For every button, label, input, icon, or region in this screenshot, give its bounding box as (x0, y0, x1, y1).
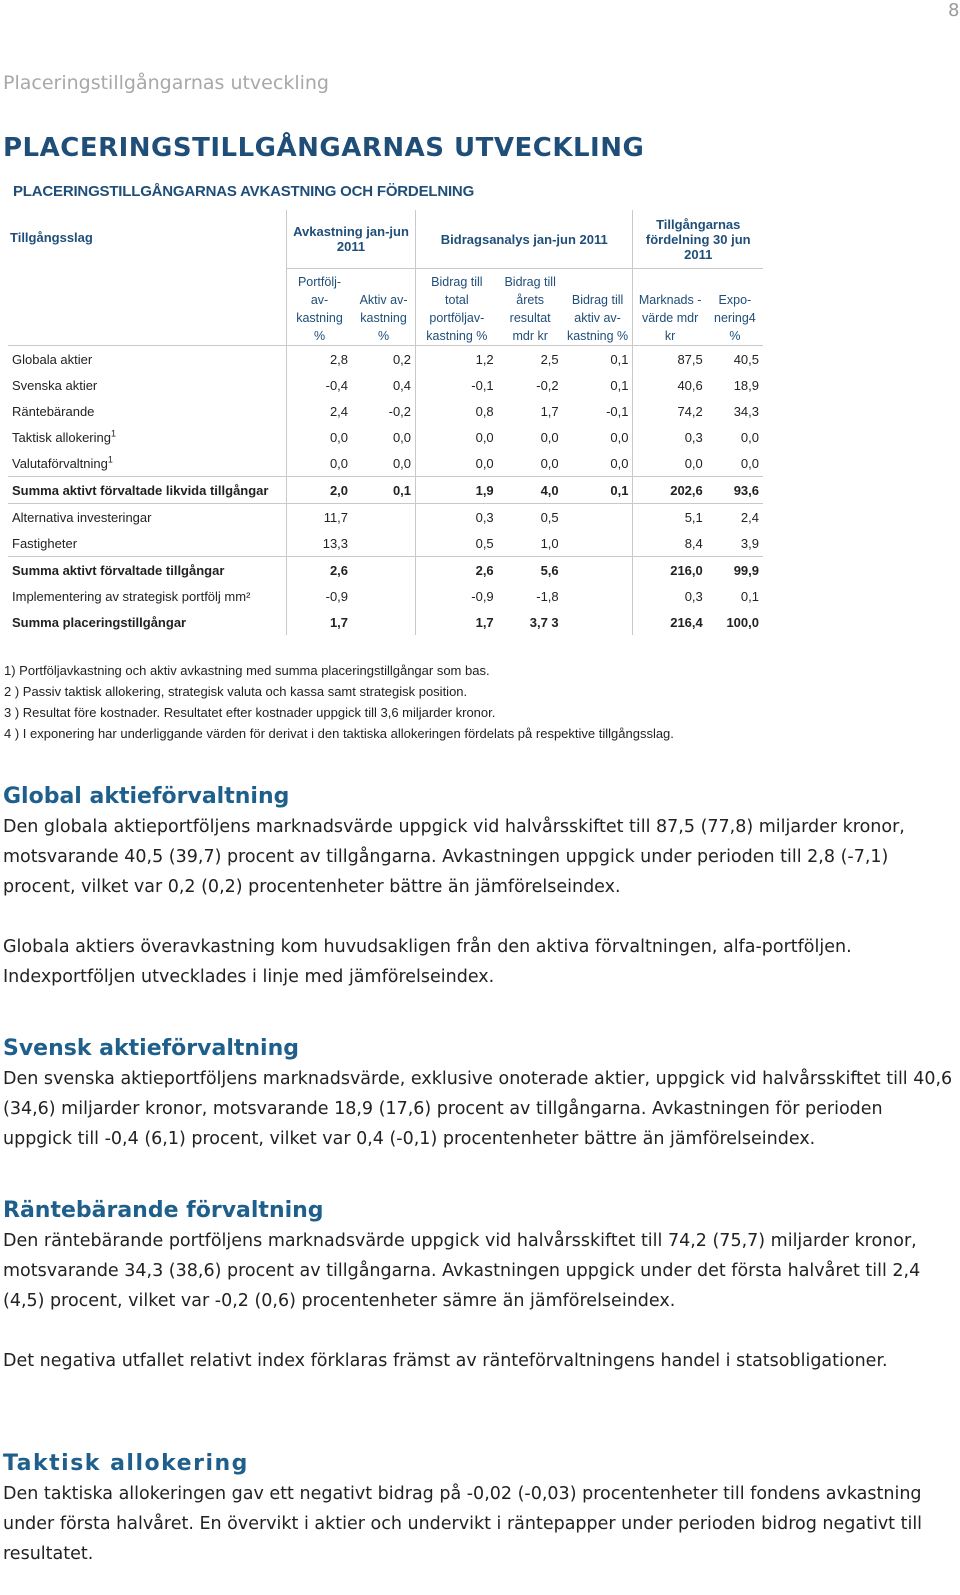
table-cell: 5,6 (498, 557, 563, 584)
row-label-text: Taktisk allokering (12, 429, 111, 445)
row-label (8, 504, 287, 531)
table-cell: 11,7 (287, 504, 353, 531)
table-cell: 202,6 (633, 477, 707, 504)
row-label-text: Alternativa investeringar (12, 509, 152, 525)
table-row (8, 583, 763, 609)
section-title: Svensk aktieförvaltning (3, 1036, 300, 1061)
table-cell: 93,6 (707, 477, 763, 504)
table-title: PLACERINGSTILLGÅNGARNAS AVKASTNING OCH FÖRDELNING (13, 183, 475, 200)
row-label (8, 450, 287, 477)
table-cell: 2,6 (416, 557, 498, 584)
table-cell: 13,3 (287, 530, 353, 557)
table-cell: 1,2 (416, 346, 498, 373)
section-fixed-income (3, 1196, 953, 1376)
table-cell: 0,1 (352, 477, 416, 504)
table-cell: 0,1 (610, 377, 629, 393)
table-cell: -0,4 (287, 372, 353, 398)
table-cell: -0,9 (287, 583, 353, 609)
table-cell: 3,9 (740, 535, 759, 551)
col-header: Bidrag till total portföljav- kastning % (416, 269, 498, 346)
row-label (8, 557, 287, 584)
row-label (8, 424, 287, 450)
row-label (8, 530, 287, 557)
paragraph: Globala aktiers överavkastning kom huvudsakligen från den aktiva förvaltningen, alfa-portföljen. Indexportföljen utvecklades i linje med jämförelseindex. (3, 937, 852, 987)
row-label-text: Summa aktivt förvaltade likvida tillgångar (12, 482, 269, 498)
table-cell: 0,0 (392, 429, 412, 445)
section-title: Taktisk allokering (3, 1451, 249, 1476)
running-head: Placeringstillgångarnas utveckling (3, 72, 329, 94)
row-label (8, 477, 287, 504)
table-row (8, 504, 763, 531)
table-cell (352, 557, 416, 584)
row-label (8, 346, 287, 373)
row-label (8, 583, 287, 609)
footnote: 3 ) Resultat före kostnader. Resultatet efter kostnader uppgick till 3,6 miljarder kronor. (4, 705, 496, 720)
header-distribution: Tillgångarnas fördelning 30 jun 2011 (633, 210, 763, 269)
table-row (8, 346, 763, 373)
table-cell: 0,1 (740, 588, 759, 604)
col-header: Portfölj- av- kastning % (287, 269, 353, 346)
col-header: Marknads - värde mdr kr (633, 269, 707, 346)
table-row (8, 609, 763, 635)
footnote: 2 ) Passiv taktisk allokering, strategisk valuta och kassa samt strategisk position. (4, 684, 468, 699)
table-cell (563, 609, 633, 635)
row-label (8, 372, 287, 398)
table-row (8, 477, 763, 504)
header-contribution: Bidragsanalys jan-jun 2011 (416, 210, 633, 269)
table-cell: 1,9 (416, 477, 498, 504)
table-cell (563, 557, 633, 584)
section-title: Global aktieförvaltning (3, 784, 290, 809)
table-cell: 0,0 (392, 455, 412, 471)
table-cell: 40,6 (633, 372, 707, 398)
section-title: Räntebärande förvaltning (3, 1198, 324, 1223)
table-cell: 0,0 (287, 424, 353, 450)
row-label-text: Summa aktivt förvaltade tillgångar (12, 562, 225, 578)
table-cell: 0,0 (633, 450, 707, 477)
paragraph: Det negativa utfallet relativt index förklaras främst av ränteförvaltningens handel i statsobligationer. (3, 1351, 888, 1371)
table-cell: 2,4 (707, 504, 763, 531)
table-cell: 0,5 (416, 530, 498, 557)
table-cell: 0,0 (416, 424, 498, 450)
table-cell: 0,4 (392, 377, 412, 393)
table-cell: 3,7 3 (529, 614, 559, 630)
table-cell: -0,1 (416, 372, 498, 398)
table-row (8, 372, 763, 398)
table-cell: 0,3 (416, 504, 498, 531)
row-label-text: Summa placeringstillgångar (12, 614, 187, 630)
table-cell: 0,0 (416, 450, 498, 477)
table-cell: 0,1 (563, 346, 633, 373)
table-cell: 0,8 (416, 398, 498, 424)
table-cell: -0,2 (388, 403, 412, 419)
table-footnotes (4, 660, 674, 744)
table-cell: 0,3 (633, 424, 707, 450)
table-cell: 1,7 (416, 609, 498, 635)
table-cell: 18,9 (733, 377, 759, 393)
table-cell: 1,0 (540, 535, 559, 551)
table-cell (352, 609, 416, 635)
table-cell: 2,5 (498, 346, 563, 373)
table-cell: 0,0 (610, 429, 629, 445)
row-label-text: Valutaförvaltning (12, 455, 108, 471)
table-cell: 2,8 (287, 346, 353, 373)
table-cell: 0,1 (563, 477, 633, 504)
table-cell: 216,0 (633, 557, 707, 584)
table-cell: 5,1 (633, 504, 707, 531)
table-body (8, 346, 763, 636)
paragraph: Den svenska aktieportföljens marknadsvärde, exklusive onoterade aktier, uppgick vid halvårsskiftet till 40,6 (34,6) miljarder kronor, motsvarande 18,9 (17,6) procent av tillgångarna. Avkastningen för perioden uppgick till -0,4 (6,1) procent, vilket var 0,4 (-0,1) procentenheter bättre än jämförelseindex. (3, 1069, 953, 1149)
paragraph: Den taktiska allokeringen gav ett negativt bidrag på -0,02 (-0,03) procentenheter till fondens avkastning under första halvåret. En övervikt i aktier och undervikt i räntepapper under perioden bidrog negativt till resultatet. (3, 1484, 923, 1564)
table-cell: 0,5 (498, 504, 563, 531)
table-cell: -0,1 (606, 403, 629, 419)
table-cell: 40,5 (707, 346, 763, 373)
row-label-footnote: 1 (107, 454, 113, 465)
table-cell: 74,2 (633, 398, 707, 424)
row-label-text: Implementering av strategisk portfölj mm² (12, 588, 251, 604)
col-header: Bidrag till årets resultat mdr kr (498, 269, 563, 346)
table-cell: 2,6 (287, 557, 353, 584)
allocation-table (8, 210, 763, 635)
table-cell (352, 504, 416, 531)
table-cell: 0,0 (540, 455, 559, 471)
table-row (8, 450, 763, 477)
section-global-equities (3, 782, 953, 992)
page-number: 8 (948, 0, 960, 21)
row-label-text: Fastigheter (12, 535, 78, 551)
table-row (8, 398, 763, 424)
section-tactical-allocation (3, 1449, 953, 1569)
header-return: Avkastning jan-jun 2011 (287, 210, 416, 269)
paragraph: Den globala aktieportföljens marknadsvärde uppgick vid halvårsskiftet till 87,5 (77,8) miljarder kronor, motsvarande 40,5 (39,7) procent av tillgångarna. Avkastningen uppgick under perioden till 2,8 (-7,1) procent, vilket var 0,2 (0,2) procentenheter bättre än jämförelseindex. (3, 817, 905, 897)
footnote: 4 ) I exponering har underliggande värden för derivat i den taktiska allokeringen fördelats på respektive tillgångsslag. (4, 726, 674, 741)
table-cell: 1,7 (287, 609, 353, 635)
table-cell: 4,0 (498, 477, 563, 504)
table-cell (352, 583, 416, 609)
table-cell: 0,0 (540, 429, 559, 445)
table-cell: -0,9 (416, 583, 498, 609)
row-label (8, 398, 287, 424)
table-cell: 8,4 (633, 530, 707, 557)
table-cell: 2,0 (287, 477, 353, 504)
col-header: Expo- nering4 % (707, 269, 763, 346)
table-cell (563, 504, 633, 531)
table-cell: 0,0 (287, 450, 353, 477)
table-cell (563, 583, 633, 609)
col-header: Bidrag till aktiv av- kastning % (563, 269, 633, 346)
row-label (8, 609, 287, 635)
table-cell: 100,0 (726, 614, 759, 630)
page-title: PLACERINGSTILLGÅNGARNAS UTVECKLING (3, 133, 645, 163)
table-cell (563, 530, 633, 557)
table-cell: 2,4 (287, 398, 353, 424)
table-row (8, 530, 763, 557)
table-cell: -0,2 (536, 377, 559, 393)
table-cell: 0,0 (610, 455, 629, 471)
table-cell: 0,3 (633, 583, 707, 609)
row-label-text: Räntebärande (12, 403, 95, 419)
table-row (8, 557, 763, 584)
row-label-footnote: 1 (111, 428, 117, 439)
paragraph: Den räntebärande portföljens marknadsvärde uppgick vid halvårsskiftet till 74,2 (75,7) miljarder kronor, motsvarande 34,3 (38,6) procent av tillgångarna. Avkastningen uppgick under det första halvåret till 2,4 (4,5) procent, vilket var -0,2 (0,6) procentenheter sämre än jämförelseindex. (3, 1231, 921, 1311)
allocation-table-figure (8, 180, 768, 635)
table-row (8, 424, 763, 450)
table-cell: 34,3 (733, 403, 759, 419)
table-cell: 87,5 (633, 346, 707, 373)
col-header: Aktiv av- kastning % (352, 269, 416, 346)
footnote: 1) Portföljavkastning och aktiv avkastning med summa placeringstillgångar som bas. (4, 663, 490, 678)
section-swedish-equities (3, 1034, 953, 1154)
table-cell: 99,9 (707, 557, 763, 584)
table-cell: 1,7 (540, 403, 559, 419)
table-cell: 216,4 (633, 609, 707, 635)
header-asset-class: Tillgångsslag (8, 210, 287, 346)
row-label-text: Svenska aktier (12, 377, 98, 393)
table-cell: 0,2 (352, 346, 416, 373)
table-cell: 0,0 (740, 429, 759, 445)
row-label-text: Globala aktier (12, 351, 93, 367)
table-cell (352, 530, 416, 557)
table-cell: -1,8 (536, 588, 559, 604)
table-cell: 0,0 (740, 455, 759, 471)
